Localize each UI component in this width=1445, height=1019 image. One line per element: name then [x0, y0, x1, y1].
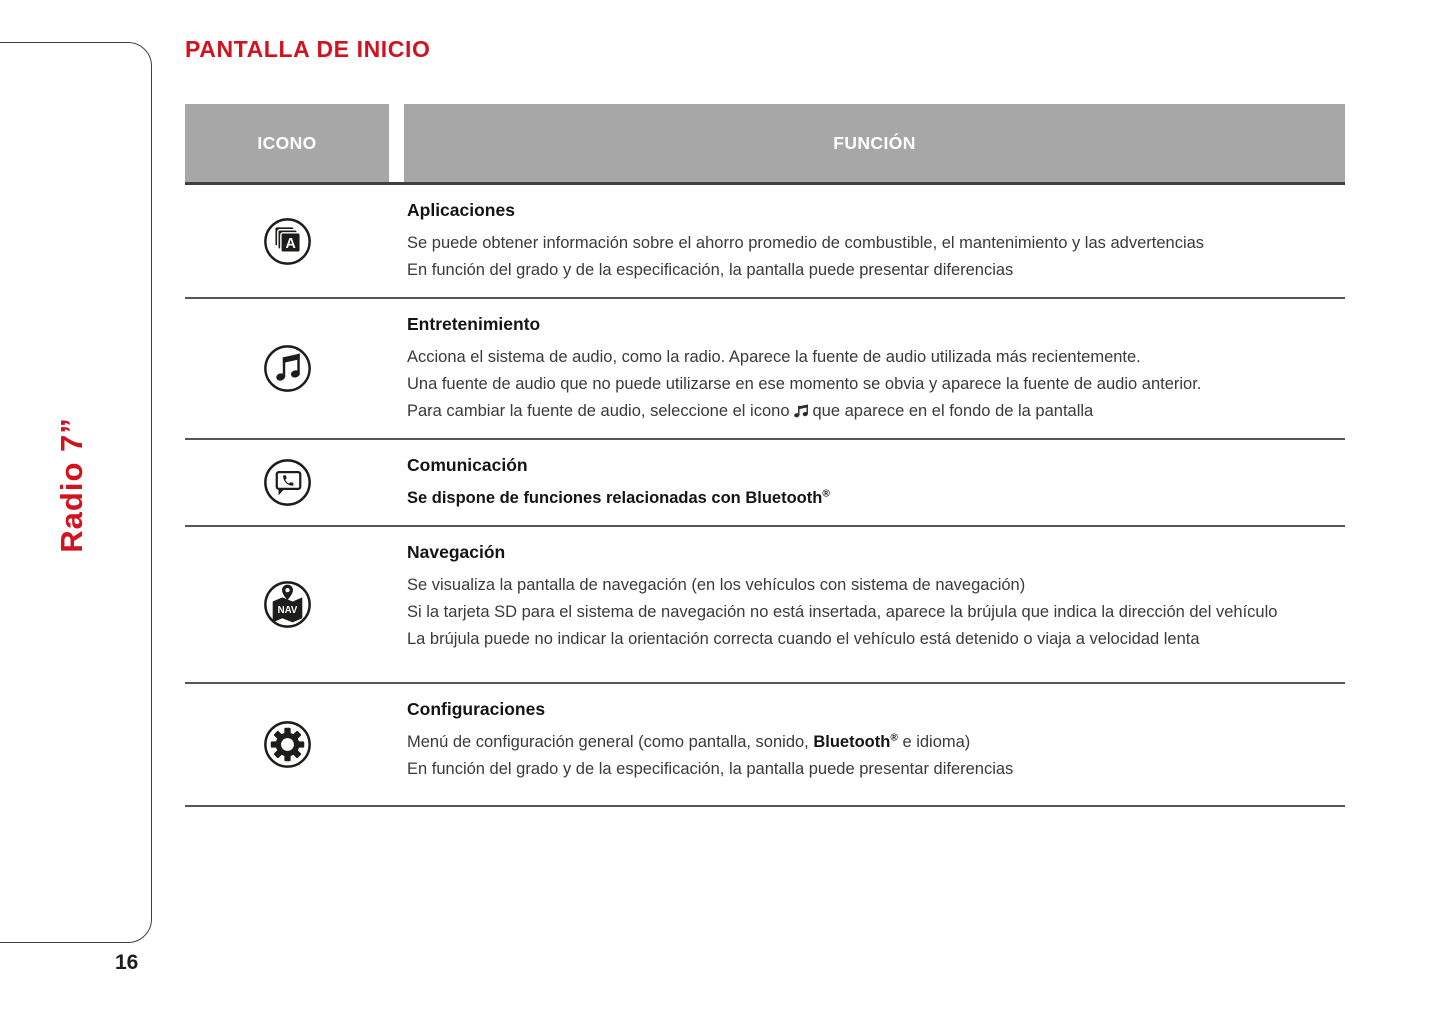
table-row — [185, 299, 1345, 440]
svg-text:A: A — [285, 235, 296, 252]
function-cell — [404, 684, 1345, 805]
row-title: Navegación — [407, 542, 506, 562]
music-note-icon — [185, 299, 389, 438]
row-title: Configuraciones — [407, 699, 546, 719]
music-note-inline-icon — [790, 402, 813, 420]
row-title: Comunicación — [407, 455, 528, 475]
chapter-label: Radio 7” — [54, 417, 89, 553]
row-description-line: Se dispone de funciones relacionadas con Bluetooth® — [407, 488, 830, 507]
row-description-line: Acciona el sistema de audio, como la radio. Aparece la fuente de audio utilizada más recientemente. — [407, 348, 1141, 366]
column-header-icono: ICONO — [185, 104, 389, 182]
row-description-line: En función del grado y de la especificación, la pantalla puede presentar diferencias — [407, 760, 1014, 778]
apps-icon — [185, 185, 389, 297]
function-cell — [404, 440, 1345, 525]
row-description-line: Para cambiar la fuente de audio, seleccione el icono que aparece en el fondo de la pantalla — [407, 402, 1094, 420]
table-body — [185, 185, 1345, 807]
page-number: 16 — [115, 951, 139, 974]
function-cell — [404, 299, 1345, 438]
row-description-line: Si la tarjeta SD para el sistema de navegación no está insertada, aparece la brújula que indica la dirección del vehículo — [407, 603, 1278, 621]
page-title: PANTALLA DE INICIO — [185, 36, 431, 62]
row-title: Entretenimiento — [407, 314, 541, 334]
row-description-line: Una fuente de audio que no puede utilizarse en ese momento se obvia y aparece la fuente de audio anterior. — [407, 375, 1202, 393]
table-row — [185, 527, 1345, 684]
table-row — [185, 185, 1345, 299]
row-title: Aplicaciones — [407, 200, 515, 220]
page-content — [185, 36, 1345, 807]
column-header-funcion: FUNCIÓN — [404, 104, 1345, 182]
phone-bubble-icon — [185, 440, 389, 525]
gear-icon — [185, 684, 389, 805]
row-description-line: Menú de configuración general (como pantalla, sonido, Bluetooth® e idioma) — [407, 732, 971, 751]
svg-text:NAV: NAV — [277, 605, 297, 617]
icon-function-table — [185, 104, 1345, 807]
row-description-line: En función del grado y de la especificación, la pantalla puede presentar diferencias — [407, 261, 1014, 279]
table-row — [185, 440, 1345, 527]
table-row — [185, 684, 1345, 807]
row-description-line: Se puede obtener información sobre el ahorro promedio de combustible, el mantenimiento y las advertencias — [407, 234, 1205, 252]
row-description-line: La brújula puede no indicar la orientación correcta cuando el vehículo está detenido o viaja a velocidad lenta — [407, 630, 1200, 648]
nav-map-icon — [185, 527, 389, 682]
function-cell — [404, 527, 1345, 682]
function-cell — [404, 185, 1345, 297]
table-header-row — [185, 104, 1345, 185]
row-description-line: Se visualiza la pantalla de navegación (en los vehículos con sistema de navegación) — [407, 576, 1026, 594]
